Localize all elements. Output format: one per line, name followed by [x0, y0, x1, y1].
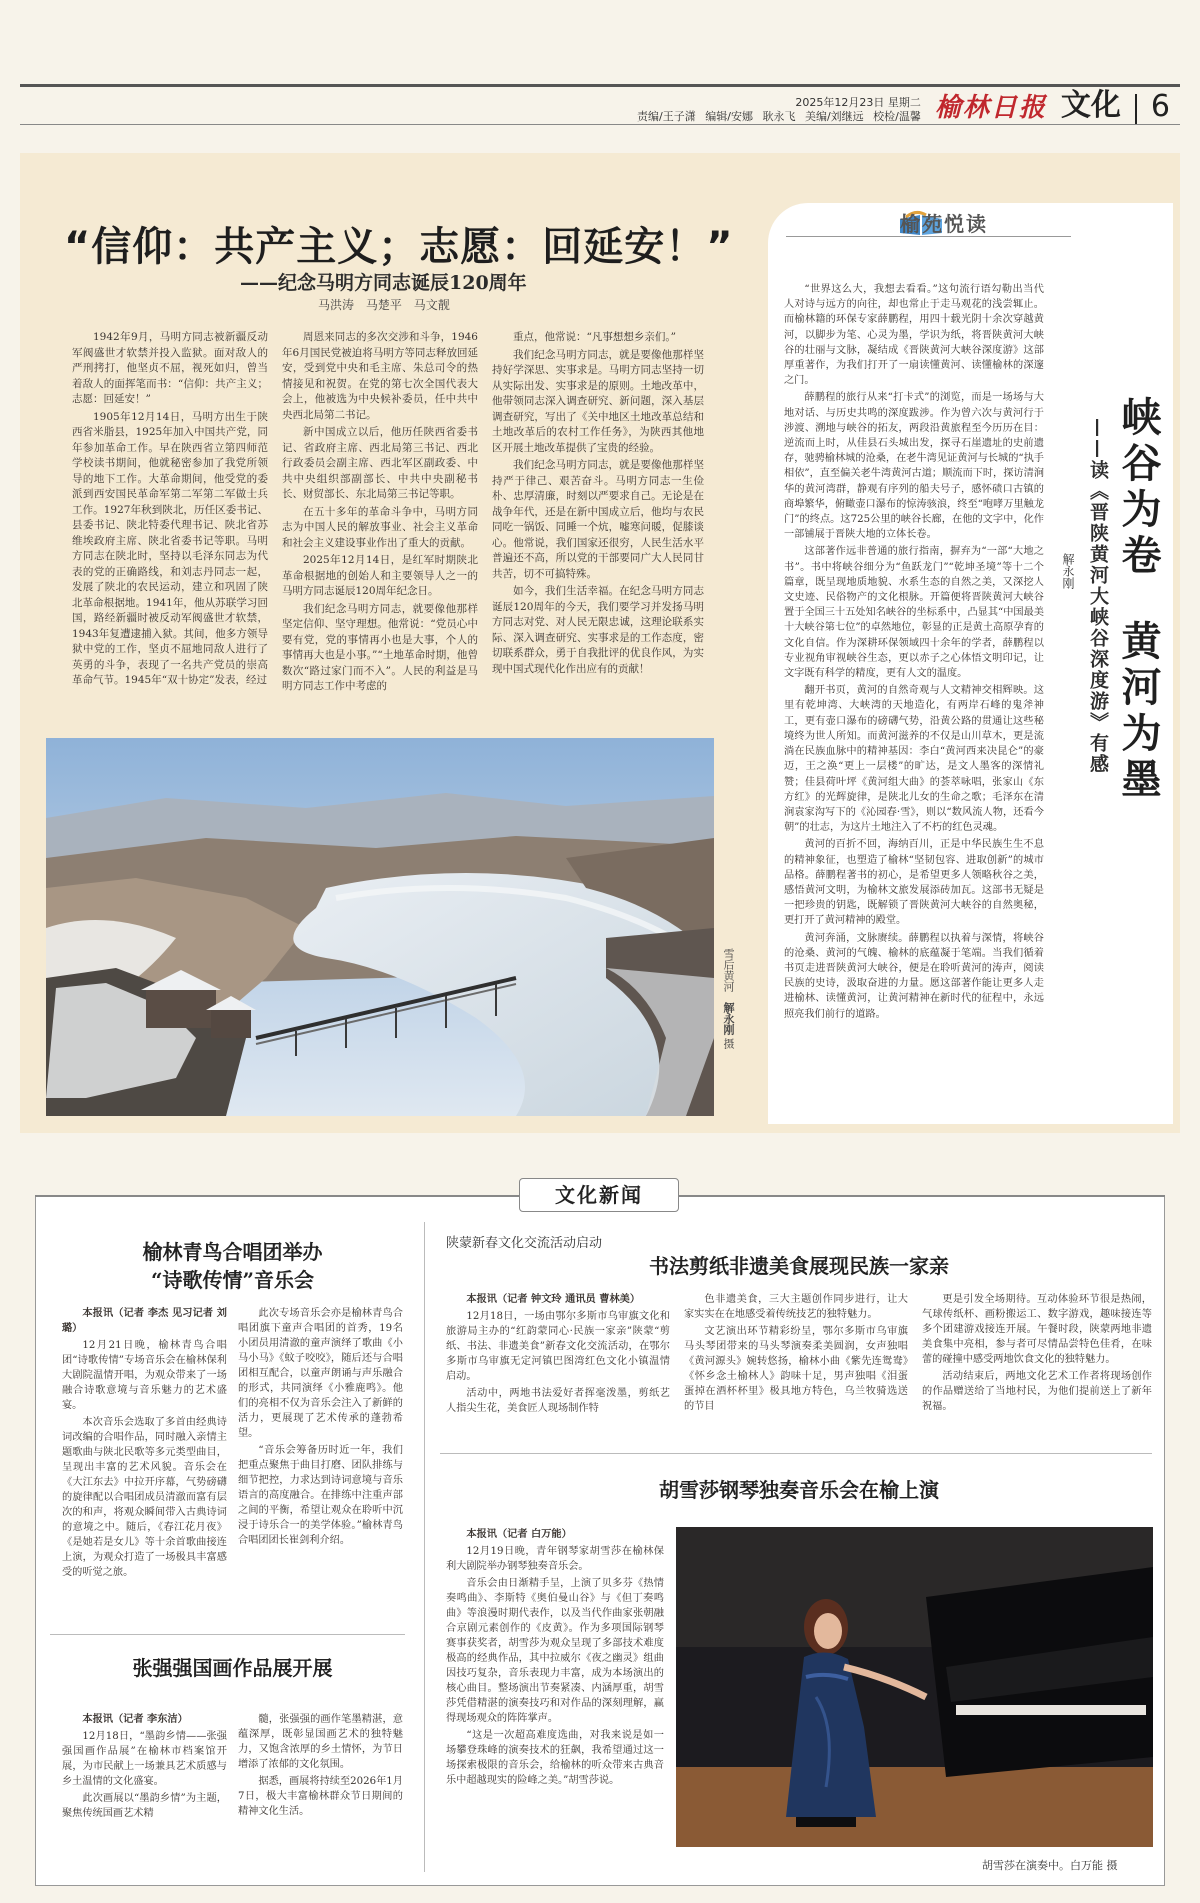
- paragraph: 1942年9月，马明方同志被新疆反动军阀盛世才软禁并投入监狱。面对敌人的严刑拷打，他坚贞不屈，视死如归，曾当着敌人的面挥笔而书：“信仰：共产主义；志愿：回延安！”: [72, 331, 268, 405]
- book-review-subheadline: ——读《晋陕黄河大峡谷深度游》有感: [1087, 418, 1109, 775]
- paragraph: 12月18日，一场由鄂尔多斯市乌审旗文化和旅游局主办的“红韵蒙同心·民族一家亲”陕蒙“剪纸、书法、非遗美食”新春文化交流活动，在鄂尔多斯市乌审旗无定河镇巴图湾红色文化小镇温情启动。: [446, 1311, 670, 1382]
- paragraph: 黄河的百折不回，海纳百川，正是中华民族生生不息的精神象征，也塑造了榆林“坚韧包容、进取创新”的城市品格。薛鹏程著书的初心，是希望更多人领略秋谷之美，感悟黄河文明，为榆林文旅发展添砖加瓦。这部书无疑是一把珍贵的钥匙，既解锁了晋陕黄河大峡谷的自然奥秘，更打开了黄河精神的殿堂。: [784, 839, 1044, 927]
- paragraph: 音乐会由日渐精手呈，上演了贝多芬《热情奏鸣曲》、李斯特《奥伯曼山谷》与《但丁奏鸣曲》等浪漫时期代表作，以及当代作曲家张朝融合京剧元素创作的《皮黄》。作为多项国际钢琴赛事获奖者，胡雪莎为观众呈现了多部技术难度极高的经典作品，其中拉威尔《夜之幽灵》组曲因技巧复杂，音乐表现力丰富，成为本场演出的核心曲目。整场演出节奏紧凑、内涵厚重，胡雪莎凭借精湛的演奏技巧和对作品的深刻理解，赢得现场观众的阵阵掌声。: [446, 1578, 664, 1724]
- credit: 耿永飞: [762, 110, 796, 123]
- paragraph: 2025年12月14日，是红军时期陕北革命根据地的创始人和主要领导人之一的马明方同志诞辰120周年纪念日。: [282, 554, 478, 597]
- paragraph: 薛鹏程的旅行从来“打卡式”的浏览，而是一场场与大地对话、与历史共鸣的深度跋涉。作为曾六次与黄河行于涉渡、溯地与峡谷的拓友，两段沿黄旅程至今历历在目：逆流而上时，从佳县石头城出发，探寻石崖遗址的史前遗存，驰骋榆林城的沧桑，在老牛湾见证黄河与长城的“执手相依”，直至偏关老牛湾黄河古道；顺流而下时，探访清涧华的黄河湾群，静观有序列的船夫号子，感怀碛口古镇的商埠繁华，俯瞰壶口瀑布的惊涛骇浪，终至“咆哮万里触龙门”的终点。这725公里的峡谷长廊，在他的文字中，化作一部铺展于晋陕大地的立体长卷。: [784, 392, 1044, 541]
- paragraph: 我们纪念马明方同志，就要像他那样坚定信仰、坚守理想。他常说：“党员心中要有党，党的事情再小也是大事，个人的事情再大也是小事。”“土地革命时期，他曾数次“路过家门而不入”。人民的利益是马明方同志工作中考虑的: [282, 602, 478, 692]
- credit: 编辑/安娜: [705, 110, 753, 123]
- paragraph: 12月19日晚，青年钢琴家胡雪莎在榆林保利大剧院举办钢琴独奏音乐会。: [446, 1546, 664, 1572]
- paragraph: 12月18日，“墨韵乡情——张强强国画作品展”在榆林市档案馆开展，为市民献上一场兼具艺术质感与乡土温情的文化盛宴。: [62, 1731, 227, 1787]
- section-divider: [1135, 94, 1137, 124]
- paragraph: “音乐会筹备历时近一年，我们把重点聚焦于曲目打磨、团队排练与细节把控，力求达到诗词意境与音乐语言的高度融合。在排练中注重声部之间的平衡，希望让观众在聆听中沉浸于诗乐合一的美学体验。”榆林青鸟合唱团团长崔剑利介绍。: [238, 1445, 403, 1546]
- choir-article-col-1: [62, 1306, 227, 1630]
- paragraph: 在五十多年的革命斗争中，马明方同志为中国人民的解放事业、社会主义革命和社会主义建设事业作出了重大的贡献。: [282, 505, 478, 549]
- paragraph: 此次画展以“墨韵乡情”为主题，聚焦传统国画艺术精: [62, 1793, 227, 1819]
- caption-text: 雪后黄河: [722, 948, 735, 992]
- column-divider: [424, 1222, 425, 1872]
- snowy-canyon-image: [46, 738, 714, 1116]
- masthead-underline: [20, 124, 1180, 125]
- photo-caption: [722, 948, 735, 1049]
- culture-news-tag: 文化新闻: [519, 1178, 679, 1212]
- lead-column-1: [72, 330, 268, 722]
- headline-line: 峡谷为卷: [1115, 396, 1161, 580]
- shaanxi-mongolia-col-3: [922, 1292, 1152, 1448]
- byline: 本报讯（记者 钟文玲 通讯员 曹林美）: [466, 1293, 641, 1305]
- yellow-river-photo: [46, 738, 714, 1116]
- painting-exhibition-headline: 张强强国画作品展开展: [132, 1656, 333, 1680]
- paragraph: 此次专场音乐会亦是榆林青鸟合唱团旗下童声合唱团的首秀，19名小团员用清澈的童声演绎了歌曲《小马小马》《蚊子咬咬》，随后还与合唱团相互配合，以童声朗诵与声乐融合的形式，共同演绎《小雅鹿鸣》。他们的亮相不仅为音乐会注入了新鲜的活力，更展现了艺术传承的蓬勃希望。: [238, 1308, 403, 1439]
- article-divider: [440, 1453, 1152, 1454]
- paragraph: 活动中，两地书法爱好者挥毫泼墨，剪纸艺人指尖生花，美食匠人现场制作特: [446, 1388, 670, 1414]
- issue-date: 2025年12月23日: [795, 96, 885, 109]
- author-name: 马楚平: [365, 298, 402, 312]
- credit: 校检/温馨: [873, 110, 921, 123]
- section-name: 文化: [1060, 88, 1121, 123]
- masthead: [631, 90, 1170, 124]
- paragraph: 周恩来同志的多次交涉和斗争，1946年6月国民党被迫将马明方等同志释放回延安，受到党中央和毛主席、朱总司令的热情接见和祝贺。在党的第七次全国代表大会上，他被选为中央候补委员，任中共中央西北局第二书记。: [282, 331, 478, 421]
- paragraph: 我们纪念马明方同志，就是要像他那样坚持严于律己、艰苦奋斗。马明方同志一生俭朴、忠厚清廉，时刻以严要求自己。无论是在战争年代，还是在新中国成立后，他均与农民同吃一锅饭、同睡一个炕，嘘寒问暖，促膝谈心。他常说，我们国家还很穷，人民生活水平普遍还不高，所以党的干部要同广大人民同甘共苦，切不可搞特殊。: [492, 459, 704, 580]
- paragraph: 我们纪念马明方同志，就是要像他那样坚持好学深思、实事求是。马明方同志坚持一切从实际出发、实事求是的原则。土地改革中，他带领同志深入调查研究、新问题，深入基层调查研究，写出了《关中地区土地改革总结和土地改革后的农村工作任务》，为陕西其他地区开展土地改革提供了宝贵的经验。: [492, 348, 704, 454]
- paragraph: 活动结束后，两地文化艺术工作者将现场创作的作品赠送给了当地村民，为他们提前送上了新年祝福。: [922, 1371, 1152, 1412]
- byline: 本报讯（记者 白万能）: [466, 1528, 572, 1540]
- choir-concert-headline: [60, 1238, 405, 1294]
- credit: 美编/刘继远: [804, 110, 864, 123]
- lead-headline: “信仰：共产主义；志愿：回延安！”: [64, 224, 734, 270]
- page-number: 6: [1150, 89, 1170, 124]
- author-name: 马洪涛: [318, 298, 355, 312]
- paragraph: 翻开书页，黄河的自然奇观与人文精神交相辉映。这里有乾坤湾、大峡湾的天地造化，有两岸石峰的鬼斧神工，更有壶口瀑布的磅礴气势，沿黄公路的贯通让这些秘境终为世人所知。而黄河滋养的不仅是山川草木，更是流淌在民族血脉中的精神基因：李白“黄河西来决昆仑”的豪迈，王之涣“更上一层楼”的旷达，是文人墨客的深情礼赞；佳县荷叶坪《黄河组大曲》的荟萃咏唱，张家山《东方红》的光辉旋律，是陕北儿女的生命之歌；毛泽东在清涧袁家沟写下的《沁园春·雪》，则以“数风流人物，还看今朝”的壮志，为这片土地注入了不朽的红色灵魂。: [784, 685, 1044, 834]
- headline-line: 榆林青鸟合唱团举办: [142, 1240, 323, 1264]
- byline: 本报讯（记者 李东洁）: [82, 1713, 188, 1725]
- paragraph: 如今，我们生活幸福。在纪念马明方同志诞辰120周年的今天，我们要学习并发扬马明方同志对党、对人民无限忠诚，这理论联系实际、深入调查研究、实事求是的工作态度，密切联系群众，勇于自我批评的优良作风，为实现中国式现代化作出应有的贡献！: [492, 585, 704, 675]
- painting-article-col-1: [62, 1712, 227, 1877]
- byline: 本报讯（记者 李杰 见习记者 刘璐）: [62, 1307, 227, 1334]
- credit: 责编/王子潇: [637, 110, 696, 123]
- choir-article-col-2: [238, 1306, 403, 1630]
- issue-weekday: 星期二: [887, 96, 921, 109]
- paragraph: 据悉，画展将持续至2026年1月7日，极大丰富榆林群众节日期间的精神文化生活。: [238, 1776, 403, 1817]
- piano-recital-headline: 胡雪莎钢琴独奏音乐会在榆上演: [659, 1478, 939, 1502]
- lead-column-2: [282, 330, 478, 722]
- headline-line: “诗歌传情”音乐会: [150, 1268, 314, 1292]
- column-tag: 榆苑悦读: [900, 212, 988, 236]
- lead-authors: [318, 296, 458, 313]
- paragraph: 12月21日晚，榆林青鸟合唱团“诗歌传情”专场音乐会在榆林保利大剧院温情开唱，为观众带来了一场融合诗歌意境与音乐魅力的艺术盛宴。: [62, 1340, 227, 1411]
- paragraph: 1905年12月14日，马明方出生于陕西省米脂县，1925年加入中国共产党，同年参加革命工作。早在陕西省立第四师范学校读书期间，他就秘密参加了我党所领导的地下工作。大革命期间，他受党的委派到西安国民革命军第二军第二军做士兵工作。1927年秋到陕北，历任区委书记、县委书记、陕北特委代理书记、陕北省苏维埃政府主席、陕北省委书记等职。马明方同志在陕北时，坚持以毛泽东同志为代表的党的正确路线，和刘志丹同志一起，发展了陕北的农民运动，建立和巩固了陕北革命根据地。1941年，他从苏联学习回国，路经新疆时被反动军阀盛世才软禁，1943年复遭逮捕入狱。其间，他多方领导狱中党的工作，坚贞不屈地同敌人进行了英勇的斗争，表现了一名共产党员的崇高革命气节。1945年“双十协定”发表，经过: [72, 410, 268, 686]
- shaanxi-mongolia-col-1: [446, 1292, 670, 1448]
- paragraph: 更是引发全场期待。互动体验环节很是热闹，气球传纸杯、画粉搬运工、数字游戏，趣味接连等多个团建游戏接连开展。午餐时段，陕蒙两地非遗美食集中亮相，参与者可尽情品尝特色佳肴，在味蕾的碰撞中感受两地饮食文化的独特魅力。: [922, 1294, 1152, 1365]
- pianist-photo: [676, 1527, 1153, 1847]
- paragraph: “这是一次超高难度选曲，对我来说是如一场攀登珠峰的演奏技术的狂飙，我希望通过这一场探索极限的音乐会，给榆林的听众带来古典音乐中超越现实的险峰之美。”胡雪莎说。: [446, 1730, 664, 1786]
- shaanxi-mongolia-pre-headline: 陕蒙新春文化交流活动启动: [446, 1236, 603, 1251]
- photographer: 解永刚: [722, 1001, 735, 1035]
- lead-subheadline: ——纪念马明方同志诞辰120周年: [240, 272, 527, 294]
- book-review-body: [784, 282, 1044, 1112]
- piano-recital-body: [446, 1527, 664, 1872]
- book-review-headline: [1110, 396, 1167, 804]
- paragraph: 重点，他常说：“凡事想想乡亲们。”: [513, 331, 676, 343]
- paragraph: 本次音乐会选取了多首由经典诗词改编的合唱作品，同时融入亲情主题歌曲与陕北民歌等多元类型曲目，呈现出丰富的艺术风貌。音乐会在《大江东去》中拉开序幕，气势磅礴的旋律配以合唱团成员清澈而富有层次的和声，将观众瞬间带入古典诗词的意境之中。随后，《春江花月夜》《是她若是女儿》等十余首歌曲接连上演，为观众打造了一场极具丰富感受的听觉之旅。: [62, 1417, 227, 1578]
- paragraph: “世界这么大，我想去看看。”这句流行语勾勒出当代人对诗与远方的向往，却也常止于走马观花的浅尝辄止。而榆林籍的环保专家薛鹏程，用四十载光阴十余次穿越黄河，以脚步为笔、心灵为墨，学识为纸，将晋陕黄河大峡谷的壮丽与文脉，凝结成《晋陕黄河大峡谷深度游》这部厚重著作，为我们打开了一扇读懂黄河、读懂榆林的深邃之门。: [784, 284, 1044, 387]
- lead-column-3: [492, 330, 704, 722]
- painting-article-col-2: [238, 1712, 403, 1877]
- article-divider: [50, 1634, 405, 1635]
- author-name: 马文靓: [413, 298, 450, 312]
- pianist-photo-caption: 胡雪莎在演奏中。白万能 摄: [982, 1859, 1118, 1872]
- pianist-image: [676, 1527, 1153, 1847]
- masthead-meta: [631, 96, 921, 124]
- paragraph: 这部著作远非普通的旅行指南，摒弃为“一部“大地之书”。书中将峡谷细分为“鱼跃龙门”“乾坤圣境”等十二个篇章，既呈现地质地貌、水系生态的自然之美，又深挖人文史迹、民俗物产的文化根脉。开篇便将晋陕黄河大峡谷置于全国三十五处知名峡谷的坐标系中，凸显其“中国最美十大峡谷第七位”的卓然地位，彰显的正是黄土高原孕育的文化自信。作为深耕环保领域四十余年的学者，薛鹏程以专业视角审视峡谷生态，更以赤子之心体悟文明印记，让文字既有科学的精度，更有人文的温度。: [784, 546, 1044, 680]
- newspaper-logo: 榆林日报: [934, 93, 1047, 123]
- shaanxi-mongolia-col-2: [684, 1292, 908, 1448]
- headline-line: 黄河为墨: [1115, 619, 1161, 804]
- paragraph: 文艺演出环节精彩纷呈，鄂尔多斯市乌审旗马头琴团带来的马头琴演奏柔美圆润，女声独唱《黄河源头》婉转悠扬，榆林小曲《紫先连鸳鸯》《怀乡念土榆林人》韵味十足，男声独唱《泪蛋蛋掉在酒杯杯里》极具地方特色，乌兰牧骑选送的节目: [684, 1326, 908, 1412]
- paragraph: 色非遗美食，三大主题创作同步进行，让大家实实在在地感受着传统技艺的独特魅力。: [684, 1294, 908, 1320]
- book-review-author: 解永刚: [1061, 553, 1075, 589]
- caption-credit: 摄: [722, 1038, 735, 1049]
- paragraph: 新中国成立以后，他历任陕西省委书记、省政府主席、西北局第三书记、西北行政委员会副主席、西北军区副政委、中共中央组织部副部长、中共中央副秘书长、财贸部长、东北局第三书记等职。: [282, 426, 478, 500]
- shaanxi-mongolia-headline: 书法剪纸非遗美食展现民族一家亲: [649, 1254, 949, 1278]
- paragraph: 黄河奔涌，文脉赓续。薛鹏程以执着与深情，将峡谷的沧桑、黄河的气魄、榆林的底蕴凝于笔端。当我们循着书页走进晋陕黄河大峡谷，便是在聆听黄河的涛声，阅读民族的史诗，汲取奋进的力量。愿这部著作能让更多人走进榆林、读懂黄河，让黄河精神在新时代的征程中，永远照亮我们前行的道路。: [784, 932, 1044, 1020]
- paragraph: 髓，张强强的画作笔墨精湛，意蕴深厚，既彰显国画艺术的独特魅力，又饱含浓厚的乡土情怀，为节日增添了浓郁的文化氛围。: [238, 1714, 403, 1770]
